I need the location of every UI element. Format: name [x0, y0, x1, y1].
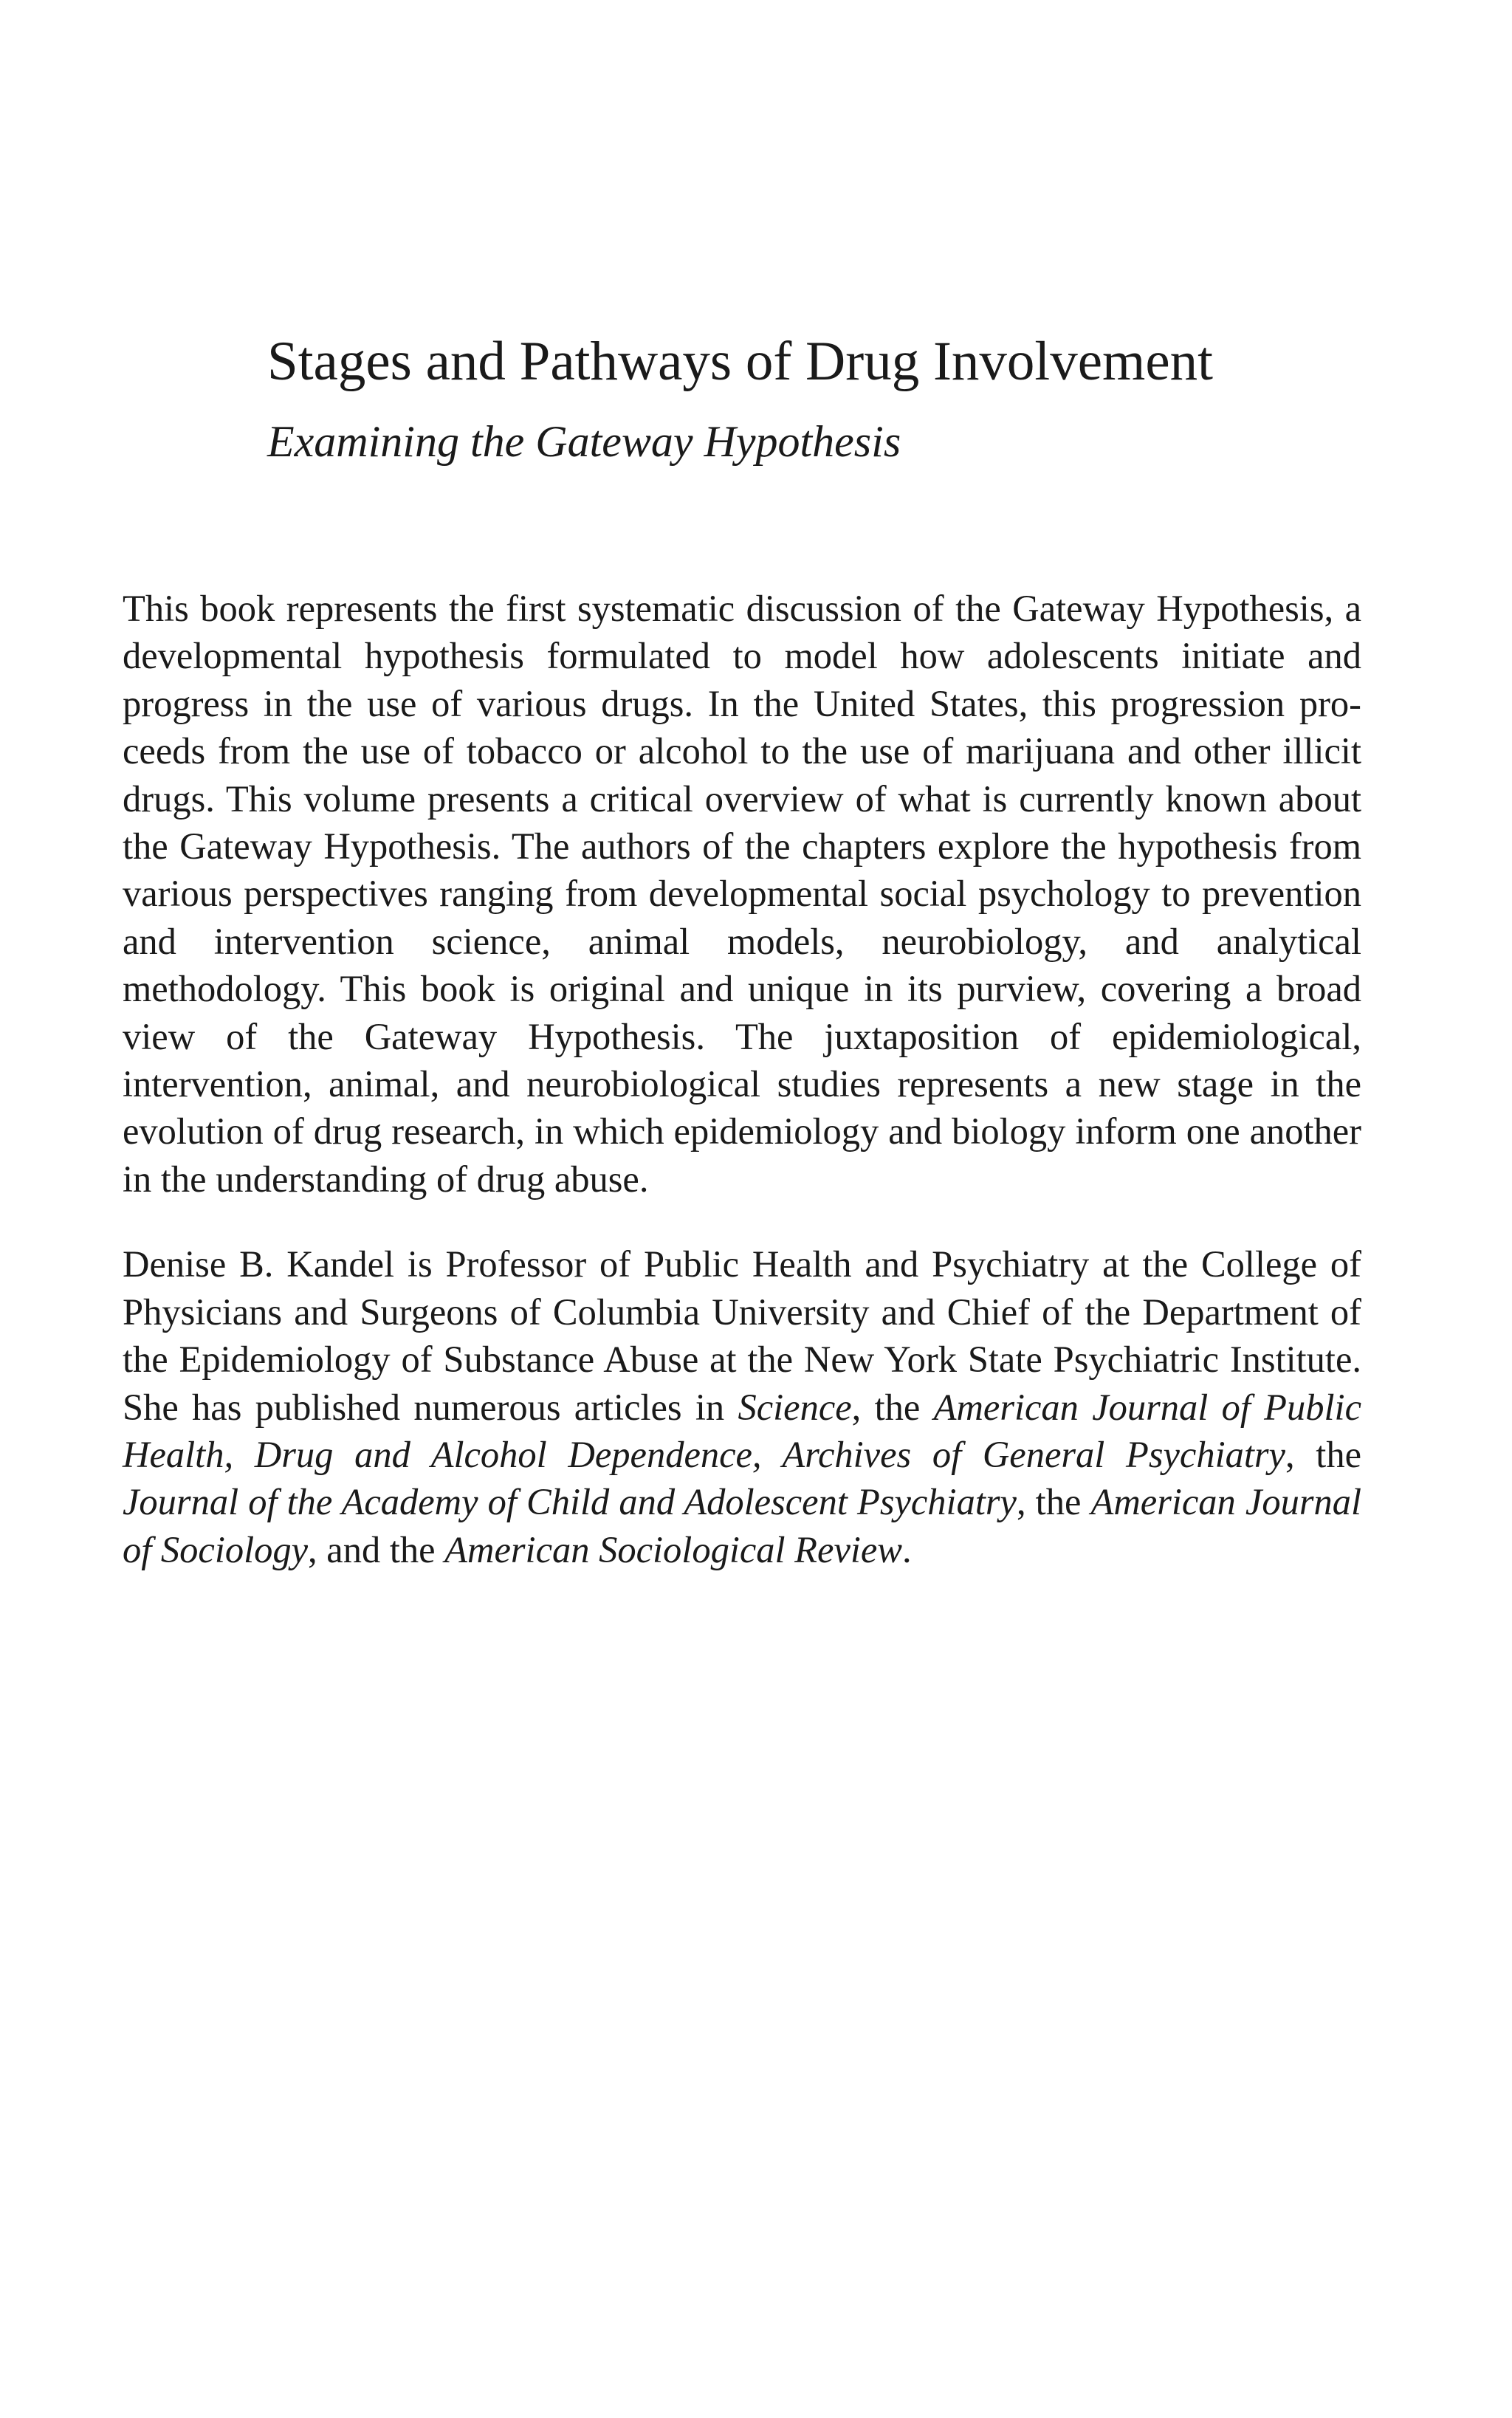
- journal-american-sociology: American Journal of Sociology: [123, 1481, 1361, 1570]
- book-subtitle: Examining the Gateway Hypothesis: [267, 417, 901, 466]
- author-bio-intro: Denise B. Kandel is Professor of Public Health and Psychiatry at the College of Physicians and Surgeons of Columbia University and Chief of the Department of the Epidemiology of Substance Abuse at the New York State Psychiatric Institute. She has published numerous articles in: [123, 1243, 1361, 1428]
- journal-list: American Journal of Public Health, Drug and Alcohol Dependence, Archives of General Psychiatry: [123, 1386, 1362, 1475]
- journal-science: Science: [738, 1386, 852, 1428]
- author-bio-separator: , and the: [308, 1528, 445, 1570]
- journal-child-adolescent-psychiatry: Journal of the Academy of Child and Adolescent Psychiatry: [123, 1481, 1017, 1523]
- author-bio-end: .: [902, 1528, 912, 1570]
- journal-american-sociological-review: American Sociological Review: [444, 1528, 902, 1570]
- title-block: [267, 325, 1375, 471]
- author-bio-separator: , the: [851, 1386, 934, 1428]
- author-bio: [123, 1240, 1361, 1573]
- author-bio-separator: , the: [1285, 1433, 1361, 1475]
- book-title: Stages and Pathways of Drug Involvement: [267, 331, 1214, 392]
- book-description: This book represents the first systematic discussion of the Gateway Hypothesis, a developmental hypothesis formulated to model how adolescents initiate and progress in the use of various drugs. In the United States, this progression proceeds from the use of tobacco or alcohol to the use of marijuana and other illicit drugs. This volume presents a critical overview of what is currently known about the Gateway Hypothesis. The authors of the chapters explore the hypothesis from various perspectives ranging from developmental social psychology to prevention and intervention science, animal models, neurobiology, and analytical methodology. This book is original and unique in its purview, covering a broad view of the Gateway Hypothesis. The juxtaposition of epidemiological, intervention, animal, and neurobiological studies represents a new stage in the evolution of drug research, in which epidemiology and biology inform one another in the understanding of drug abuse.: [123, 588, 1361, 1200]
- author-bio-separator: , the: [1016, 1481, 1091, 1523]
- body-text: [123, 585, 1361, 1573]
